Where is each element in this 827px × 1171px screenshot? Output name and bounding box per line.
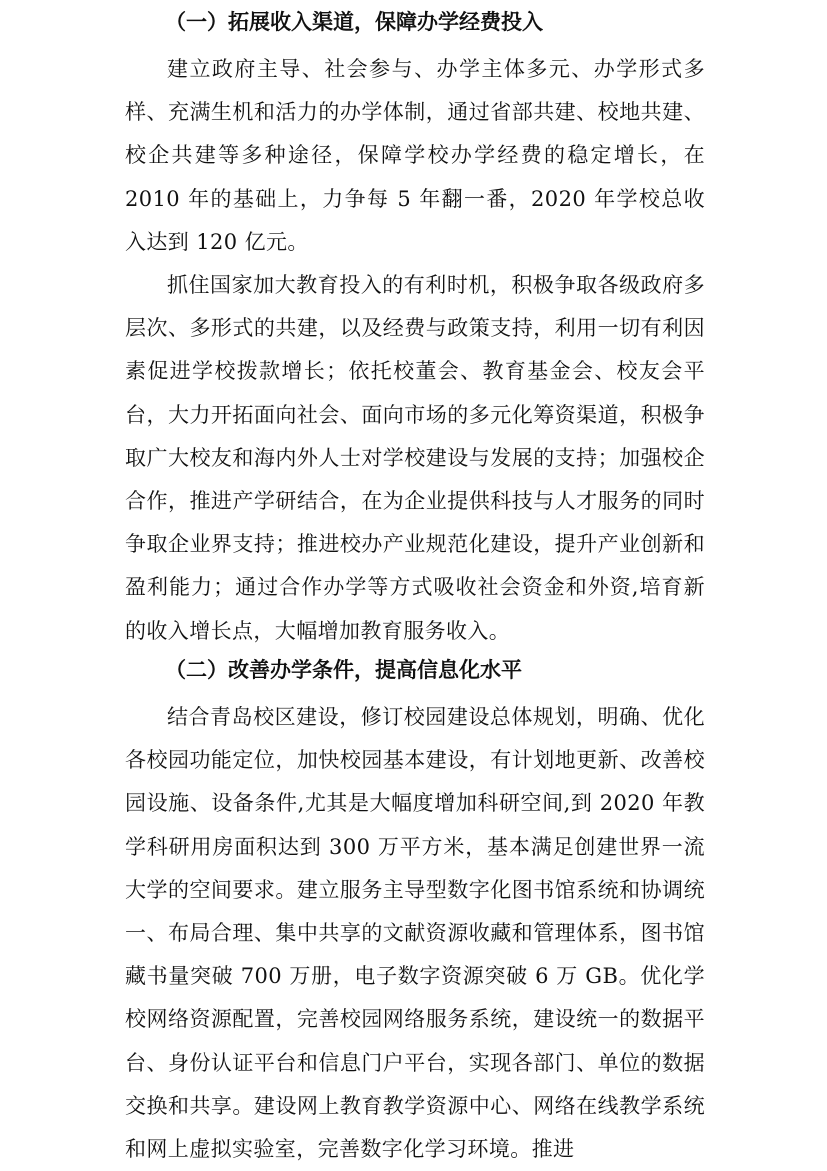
section-heading: （二）改善办学条件，提高信息化水平 [165,658,522,682]
section-2 [125,648,705,1171]
section-heading: （一）拓展收入渠道，保障办学经费投入 [165,10,543,34]
paragraph: 结合青岛校区建设，修订校园建设总体规划，明确、优化各校园功能定位，加快校园基本建设，有计划地更新、改善校园设施、设备条件,尤其是大幅度增加科研空间,到 2020 年教学科研用房面积达到 300 万平方米，基本满足创建世界一流大学的空间要求。建立服务主导型数字化图书馆系统和协调统一、布局合理、集中共享的文献资源收藏和管理体系，图书馆藏书量突破 700 万册，电子数字资源突破 6 万 GB。优化学校网络资源配置，完善校园网络服务系统，建设统一的数据平台、身份认证平台和信息门户平台，实现各部门、单位的数据交换和共享。建设网上教育教学资源中心、网络在线教学系统和网上虚拟实验室，完善数字化学习环境。推进 [125,705,705,1162]
paragraph: 建立政府主导、社会参与、办学主体多元、办学形式多样、充满生机和活力的办学体制，通过省部共建、校地共建、校企共建等多种途径，保障学校办学经费的稳定增长，在 2010 年的基础上，力争每 5 年翻一番，2020 年学校总收入达到 120 亿元。 [125,57,705,254]
section-1 [125,0,705,653]
paragraph: 抓住国家加大教育投入的有利时机，积极争取各级政府多层次、多形式的共建，以及经费与政策支持，利用一切有利因素促进学校拨款增长；依托校董会、教育基金会、校友会平台，大力开拓面向社会、面向市场的多元化筹资渠道，积极争取广大校友和海内外人士对学校建设与发展的支持；加强校企合作，推进产学研结合，在为企业提供科技与人才服务的同时争取企业界支持；推进校办产业规范化建设，提升产业创新和盈利能力；通过合作办学等方式吸收社会资金和外资,培育新的收入增长点，大幅增加教育服务收入。 [125,273,705,643]
